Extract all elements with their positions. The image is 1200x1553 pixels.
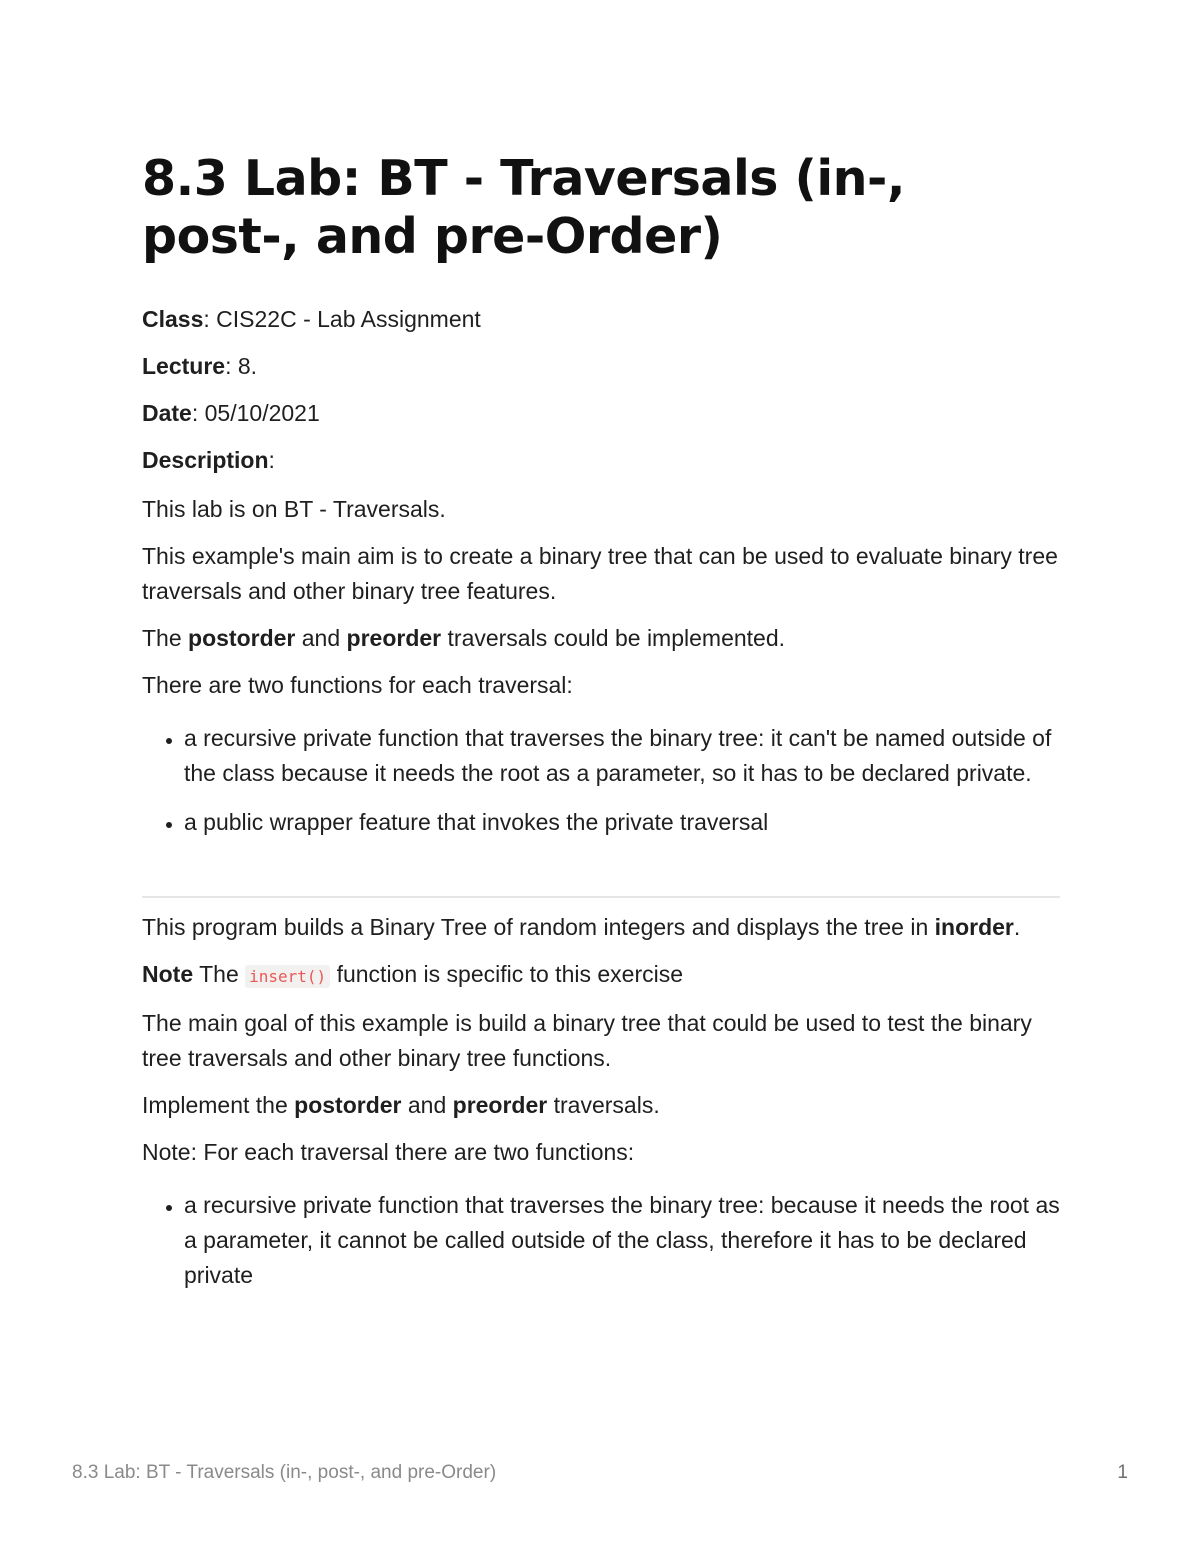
paragraph: There are two functions for each traversal: — [142, 672, 573, 698]
paragraph — [142, 910, 1060, 945]
bold-term: postorder — [294, 1092, 402, 1118]
text: . — [1013, 914, 1021, 940]
property-date: Date: 05/10/2021 — [142, 400, 320, 426]
property-class-label: Class — [142, 306, 204, 332]
paragraph: Note: For each traversal there are two functions: — [142, 1139, 635, 1165]
text: This program builds a Binary Tree of random integers and displays the tree in — [142, 914, 935, 940]
text: and — [401, 1092, 453, 1118]
list-item: • a recursive private function that traverses the binary tree: it can't be named outside of the class because it needs the root as a parameter, so it has to be declared private. — [184, 721, 1060, 791]
bullet-list — [142, 721, 1060, 840]
properties — [142, 304, 1060, 475]
bold-term: inorder — [934, 914, 1014, 940]
footer-title: 8.3 Lab: BT - Traversals (in-, post-, and pre-Order) — [72, 1462, 497, 1483]
page-footer — [72, 1462, 1128, 1484]
list-item: • a public wrapper feature that invokes the private traversal — [184, 805, 1060, 840]
property-description-label: Description — [142, 447, 269, 473]
paragraph: The main goal of this example is build a binary tree that could be used to test the binary tree traversals and other binary tree functions. — [142, 1010, 1032, 1071]
paragraph: This example's main aim is to create a binary tree that can be used to evaluate binary tree traversals and other binary tree features. — [142, 543, 1058, 604]
page-title: 8.3 Lab: BT - Traversals (in-, post-, and pre-Order) — [142, 150, 905, 265]
page-number: 1 — [1117, 1462, 1128, 1483]
note-paragraph — [142, 957, 1060, 994]
bold-term: preorder — [452, 1092, 548, 1118]
paragraph — [142, 621, 1060, 656]
text: function is specific to this exercise — [330, 961, 684, 987]
property-lecture-value: 8. — [237, 353, 258, 379]
property-class-value: CIS22C - Lab Assignment — [216, 306, 481, 332]
property-lecture: Lecture: 8. — [142, 353, 258, 379]
document-page — [142, 150, 1060, 1307]
bold-term: postorder — [188, 625, 296, 651]
bold-term: preorder — [346, 625, 442, 651]
section-1 — [142, 492, 1060, 840]
list-item: • a recursive private function that traverses the binary tree: because it needs the root as a parameter, it cannot be called outside of the class, therefore it has to be declared private — [184, 1188, 1060, 1293]
text: and — [295, 625, 347, 651]
inline-code: insert() — [245, 965, 330, 988]
property-class: Class: CIS22C - Lab Assignment — [142, 306, 481, 332]
property-date-value: 05/10/2021 — [204, 400, 320, 426]
text: The — [142, 625, 189, 651]
divider — [142, 896, 1060, 898]
paragraph: This lab is on BT - Traversals. — [142, 496, 446, 522]
text: traversals. — [547, 1092, 660, 1118]
section-2 — [142, 910, 1060, 1293]
property-lecture-label: Lecture — [142, 353, 226, 379]
text: The — [193, 961, 246, 987]
text: Implement the — [142, 1092, 295, 1118]
bullet-list — [142, 1188, 1060, 1293]
property-date-label: Date — [142, 400, 192, 426]
note-label: Note — [142, 961, 194, 987]
property-description: Description: — [142, 447, 275, 473]
paragraph — [142, 1088, 1060, 1123]
text: traversals could be implemented. — [441, 625, 786, 651]
